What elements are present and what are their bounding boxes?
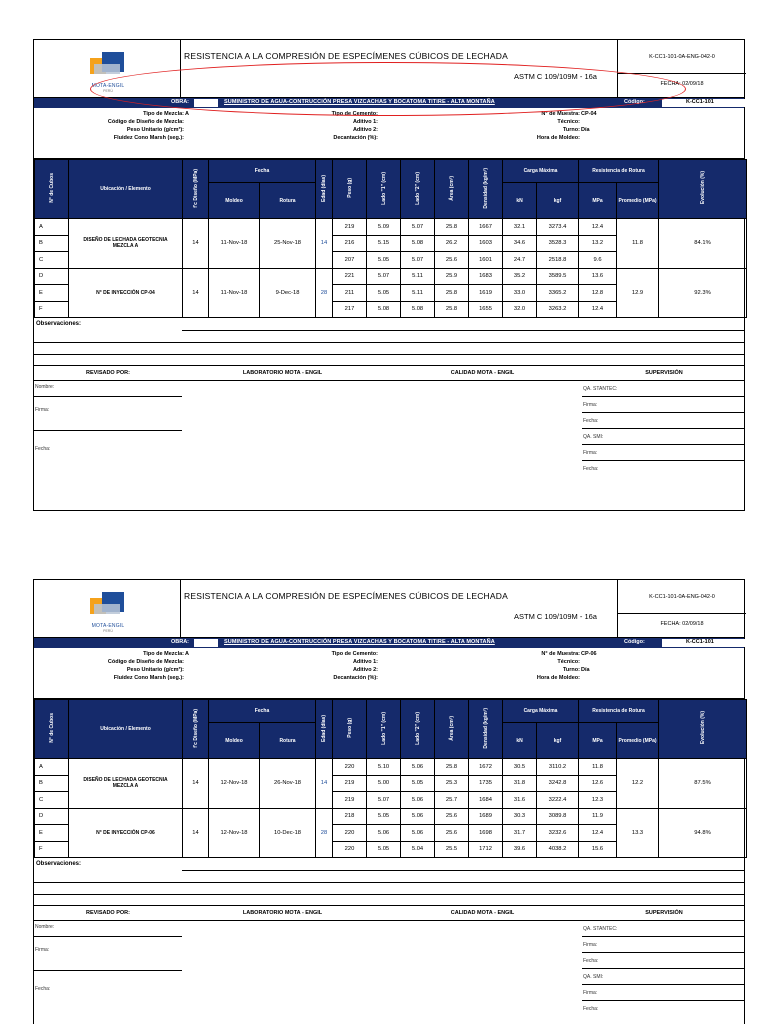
table-row: [35, 219, 747, 236]
fecha-label: Fecha:: [35, 446, 51, 452]
sup-fecha-label: Fecha:: [583, 958, 599, 964]
densidad-cell: 1712: [469, 841, 503, 858]
nombre-label: Nombre:: [35, 924, 55, 930]
results-body: [35, 219, 747, 318]
kn-cell: 24.7: [503, 252, 537, 269]
cube-id: E: [35, 825, 69, 842]
kgf-cell: 3263.2: [537, 301, 579, 318]
fc-cell: 14: [183, 268, 209, 318]
moldeo-cell: 12-Nov-18: [209, 808, 260, 858]
mpa-cell: 12.8: [579, 285, 617, 302]
table-row: [35, 808, 747, 825]
sup-firma-label: Firma:: [583, 942, 598, 948]
kn-cell: 31.8: [503, 775, 537, 792]
mpa-cell: 13.6: [579, 268, 617, 285]
revisado-label: REVISADO POR:: [85, 370, 130, 376]
mpa-cell: 12.4: [579, 825, 617, 842]
results-table: [34, 159, 747, 318]
kn-cell: 34.6: [503, 235, 537, 252]
kn-cell: 30.5: [503, 759, 537, 776]
hora-moldeo-label: Hora de Moldeo:: [536, 675, 580, 681]
col-evolucion: Evolución (%): [659, 700, 747, 759]
lado1-cell: 5.05: [367, 252, 401, 269]
evolucion-cell: 84.1%: [659, 219, 747, 269]
report-title: RESISTENCIA A LA COMPRESIÓN DE ESPECÍMENES CÚBICOS DE LECHADA: [184, 591, 508, 601]
peso-cell: 219: [333, 219, 367, 236]
peso-unitario-label: Peso Unitario (g/cm³):: [126, 667, 184, 673]
promedio-cell: 13.3: [617, 808, 659, 858]
densidad-cell: 1698: [469, 825, 503, 842]
col-area: Área (cm²): [435, 160, 469, 219]
peso-unitario-label: Peso Unitario (g/cm³):: [126, 127, 184, 133]
fluidez-label: Fluidez Cono Marsh (seg.):: [113, 135, 184, 141]
tipo-cemento-label: Tipo de Cemento:: [331, 651, 378, 657]
lado1-cell: 5.07: [367, 792, 401, 809]
obra-bar: [34, 638, 744, 648]
area-cell: 25.7: [435, 792, 469, 809]
mpa-cell: 13.2: [579, 235, 617, 252]
peso-cell: 220: [333, 841, 367, 858]
area-cell: 26.2: [435, 235, 469, 252]
col-promedio: Promedio (MPa): [617, 183, 659, 219]
rotura-cell: 26-Nov-18: [260, 759, 316, 809]
peso-cell: 220: [333, 825, 367, 842]
logo-text: MOTA-ENGIL: [91, 623, 125, 629]
peso-cell: 221: [333, 268, 367, 285]
turno-value: Día: [581, 667, 590, 673]
edad-cell: 28: [316, 268, 333, 318]
cube-id: B: [35, 235, 69, 252]
tipo-mezcla-label: Tipo de Mezcla:: [143, 651, 184, 657]
sheet-header: [34, 580, 744, 638]
peso-cell: 219: [333, 792, 367, 809]
cube-id: D: [35, 268, 69, 285]
mpa-cell: 12.4: [579, 301, 617, 318]
results-body: [35, 759, 747, 858]
muestra-value: CP-06: [581, 651, 597, 657]
document-code: K-CC1-101-0A-ENG-042-0: [649, 594, 715, 600]
kn-cell: 31.7: [503, 825, 537, 842]
moldeo-cell: 11-Nov-18: [209, 219, 260, 269]
lado2-cell: 5.05: [401, 775, 435, 792]
codigo-label: Código:: [624, 639, 645, 645]
codigo-diseno-label: Código de Diseño de Mezcla:: [107, 659, 184, 665]
codigo-value: K-CC1-101: [686, 99, 714, 105]
obra-label: OBRA:: [170, 99, 189, 105]
obra-label: OBRA:: [170, 639, 189, 645]
sup-firma2-label: Firma:: [583, 990, 598, 996]
col-evolucion: Evolución (%): [659, 160, 747, 219]
fluidez-label: Fluidez Cono Marsh (seg.):: [113, 675, 184, 681]
col-mpa: MPa: [579, 723, 617, 759]
tipo-mezcla-label: Tipo de Mezcla:: [143, 111, 184, 117]
lado2-cell: 5.07: [401, 219, 435, 236]
col-edad: Edad (días): [316, 700, 333, 759]
kgf-cell: 3589.5: [537, 268, 579, 285]
moldeo-cell: 12-Nov-18: [209, 759, 260, 809]
fc-cell: 14: [183, 759, 209, 809]
fc-cell: 14: [183, 219, 209, 269]
evolucion-cell: 87.5%: [659, 759, 747, 809]
densidad-cell: 1684: [469, 792, 503, 809]
mpa-cell: 15.6: [579, 841, 617, 858]
lado2-cell: 5.08: [401, 301, 435, 318]
mpa-cell: 9.6: [579, 252, 617, 269]
col-peso: Peso (g): [333, 700, 367, 759]
peso-cell: 207: [333, 252, 367, 269]
lado1-cell: 5.10: [367, 759, 401, 776]
col-lado2: Lado "2" (cm): [401, 700, 435, 759]
cube-id: C: [35, 792, 69, 809]
observaciones-block: [34, 318, 744, 366]
document-code: K-CC1-101-0A-ENG-042-0: [649, 54, 715, 60]
col-ubicacion: Ubicación / Elemento: [69, 700, 183, 759]
decantacion-label: Decantación (%):: [333, 135, 378, 141]
table-row: [35, 759, 747, 776]
col-densidad: Densidad (kg/m³): [469, 160, 503, 219]
mix-info-block: [34, 648, 744, 699]
col-fc-diseno: f'c Diseño (MPa): [183, 700, 209, 759]
densidad-cell: 1683: [469, 268, 503, 285]
mpa-cell: 12.3: [579, 792, 617, 809]
fecha-label: Fecha:: [35, 986, 51, 992]
peso-cell: 220: [333, 759, 367, 776]
lado2-cell: 5.07: [401, 252, 435, 269]
cube-id: C: [35, 252, 69, 269]
edad-cell: 14: [316, 759, 333, 809]
promedio-cell: 12.2: [617, 759, 659, 809]
document-date: FECHA: 02/09/18: [660, 81, 704, 87]
col-densidad: Densidad (kg/m³): [469, 700, 503, 759]
densidad-cell: 1619: [469, 285, 503, 302]
qa-smi-label: QA. SMI:: [583, 434, 604, 440]
area-cell: 25.8: [435, 219, 469, 236]
logo-text: MOTA-ENGIL: [91, 83, 125, 89]
area-cell: 25.8: [435, 301, 469, 318]
kn-cell: 30.3: [503, 808, 537, 825]
document-code-cell: [617, 580, 746, 638]
lado2-cell: 5.11: [401, 285, 435, 302]
tecnico-label: Técnico:: [557, 659, 580, 665]
kgf-cell: 3365.2: [537, 285, 579, 302]
results-table: [34, 699, 747, 858]
col-resistencia: Resistencia de Rotura: [579, 700, 659, 723]
lado2-cell: 5.06: [401, 792, 435, 809]
logo-cell: [34, 580, 181, 638]
sup-fecha2-label: Fecha:: [583, 466, 599, 472]
laboratorio-label: LABORATORIO MOTA - ENGIL: [242, 370, 323, 376]
col-fc-diseno: f'c Diseño (MPa): [183, 160, 209, 219]
sup-firma2-label: Firma:: [583, 450, 598, 456]
lado2-cell: 5.06: [401, 808, 435, 825]
table-row: [35, 268, 747, 285]
observaciones-block: [34, 858, 744, 906]
densidad-cell: 1603: [469, 235, 503, 252]
qa-smi-label: QA. SMI:: [583, 974, 604, 980]
densidad-cell: 1689: [469, 808, 503, 825]
kn-cell: 39.6: [503, 841, 537, 858]
lado2-cell: 5.06: [401, 825, 435, 842]
col-rotura: Rotura: [260, 183, 316, 219]
document-date: FECHA: 02/09/18: [660, 621, 704, 627]
kgf-cell: 3242.8: [537, 775, 579, 792]
turno-value: Día: [581, 127, 590, 133]
kn-cell: 31.6: [503, 792, 537, 809]
area-cell: 25.6: [435, 808, 469, 825]
col-ubicacion: Ubicación / Elemento: [69, 160, 183, 219]
kgf-cell: 2518.8: [537, 252, 579, 269]
kn-cell: 32.0: [503, 301, 537, 318]
lado1-cell: 5.08: [367, 301, 401, 318]
codigo-diseno-label: Código de Diseño de Mezcla:: [107, 119, 184, 125]
col-resistencia: Resistencia de Rotura: [579, 160, 659, 183]
mpa-cell: 11.9: [579, 808, 617, 825]
cube-id: F: [35, 841, 69, 858]
qa-stantec-label: QA. STANTEC:: [583, 926, 618, 932]
codigo-label: Código:: [624, 99, 645, 105]
densidad-cell: 1735: [469, 775, 503, 792]
col-kgf: kgf: [537, 183, 579, 219]
col-n-cubos: N° de Cubos: [35, 700, 69, 759]
col-lado2: Lado "2" (cm): [401, 160, 435, 219]
kgf-cell: 4038.2: [537, 841, 579, 858]
lado1-cell: 5.05: [367, 841, 401, 858]
aditivo2-label: Aditivo 2:: [352, 127, 378, 133]
aditivo2-label: Aditivo 2:: [352, 667, 378, 673]
astm-standard: ASTM C 109/109M - 16a: [514, 72, 597, 81]
col-fecha: Fecha: [209, 700, 316, 723]
mpa-cell: 11.8: [579, 759, 617, 776]
tipo-cemento-label: Tipo de Cemento:: [331, 111, 378, 117]
muestra-label: N° de Muestra:: [541, 651, 580, 657]
col-kn: kN: [503, 723, 537, 759]
report-title: RESISTENCIA A LA COMPRESIÓN DE ESPECÍMENES CÚBICOS DE LECHADA: [184, 51, 508, 61]
tecnico-label: Técnico:: [557, 119, 580, 125]
col-kn: kN: [503, 183, 537, 219]
col-mpa: MPa: [579, 183, 617, 219]
area-cell: 25.3: [435, 775, 469, 792]
area-cell: 25.6: [435, 252, 469, 269]
qa-stantec-label: QA. STANTEC:: [583, 386, 618, 392]
col-area: Área (cm²): [435, 700, 469, 759]
lado1-cell: 5.09: [367, 219, 401, 236]
astm-standard: ASTM C 109/109M - 16a: [514, 612, 597, 621]
lado1-cell: 5.05: [367, 285, 401, 302]
cube-id: E: [35, 285, 69, 302]
turno-label: Turno:: [562, 127, 580, 133]
densidad-cell: 1672: [469, 759, 503, 776]
kgf-cell: 3110.2: [537, 759, 579, 776]
firma-label: Firma:: [35, 947, 50, 953]
promedio-cell: 12.9: [617, 268, 659, 318]
report-sheet-2: [33, 579, 745, 1024]
area-cell: 25.8: [435, 285, 469, 302]
rotura-cell: 10-Dec-18: [260, 808, 316, 858]
calidad-label: CALIDAD MOTA - ENGIL: [450, 370, 515, 376]
sup-firma-label: Firma:: [583, 402, 598, 408]
nombre-label: Nombre:: [35, 384, 55, 390]
firma-label: Firma:: [35, 407, 50, 413]
peso-cell: 218: [333, 808, 367, 825]
mpa-cell: 12.4: [579, 219, 617, 236]
muestra-value: CP-04: [581, 111, 597, 117]
obra-value: SUMINISTRO DE AGUA-CONTRUCCIÓN PRESA VIZCACHAS Y BOCATOMA TITIRE - ALTA MONTAÑA: [224, 639, 495, 645]
element-cell: N° DE INYECCIÓN CP-04: [69, 268, 183, 318]
lado1-cell: 5.06: [367, 825, 401, 842]
edad-cell: 14: [316, 219, 333, 269]
lado2-cell: 5.06: [401, 759, 435, 776]
supervision-label: SUPERVISIÓN: [645, 910, 683, 916]
element-cell: N° DE INYECCIÓN CP-06: [69, 808, 183, 858]
turno-label: Turno:: [562, 667, 580, 673]
muestra-label: N° de Muestra:: [541, 111, 580, 117]
peso-cell: 217: [333, 301, 367, 318]
revisado-label: REVISADO POR:: [85, 910, 130, 916]
hora-moldeo-label: Hora de Moldeo:: [536, 135, 580, 141]
moldeo-cell: 11-Nov-18: [209, 268, 260, 318]
decantacion-label: Decantación (%):: [333, 675, 378, 681]
codigo-value: K-CC1-101: [686, 639, 714, 645]
sup-fecha-label: Fecha:: [583, 418, 599, 424]
cube-id: D: [35, 808, 69, 825]
lado2-cell: 5.08: [401, 235, 435, 252]
col-moldeo: Moldeo: [209, 723, 260, 759]
mpa-cell: 12.6: [579, 775, 617, 792]
kgf-cell: 3222.4: [537, 792, 579, 809]
kn-cell: 35.2: [503, 268, 537, 285]
laboratorio-label: LABORATORIO MOTA - ENGIL: [242, 910, 323, 916]
observaciones-label: Observaciones:: [36, 861, 82, 867]
supervision-label: SUPERVISIÓN: [645, 370, 683, 376]
kgf-cell: 3528.3: [537, 235, 579, 252]
col-fecha: Fecha: [209, 160, 316, 183]
cube-id: A: [35, 219, 69, 236]
lado1-cell: 5.00: [367, 775, 401, 792]
col-carga-maxima: Carga Máxima: [503, 700, 579, 723]
densidad-cell: 1655: [469, 301, 503, 318]
col-kgf: kgf: [537, 723, 579, 759]
observaciones-label: Observaciones:: [36, 321, 82, 327]
peso-cell: 211: [333, 285, 367, 302]
evolucion-cell: 92.3%: [659, 268, 747, 318]
col-lado1: Lado "1" (cm): [367, 160, 401, 219]
promedio-cell: 11.8: [617, 219, 659, 269]
col-edad: Edad (días): [316, 160, 333, 219]
col-peso: Peso (g): [333, 160, 367, 219]
kgf-cell: 3232.6: [537, 825, 579, 842]
tipo-mezcla-value: A: [185, 651, 189, 657]
area-cell: 25.8: [435, 759, 469, 776]
peso-cell: 216: [333, 235, 367, 252]
fc-cell: 14: [183, 808, 209, 858]
obra-value: SUMINISTRO DE AGUA-CONTRUCCIÓN PRESA VIZCACHAS Y BOCATOMA TITIRE - ALTA MONTAÑA: [224, 99, 495, 105]
tipo-mezcla-value: A: [185, 111, 189, 117]
element-cell: DISEÑO DE LECHADA GEOTECNIA MEZCLA A: [69, 759, 183, 809]
densidad-cell: 1601: [469, 252, 503, 269]
aditivo1-label: Aditivo 1:: [352, 659, 378, 665]
area-cell: 25.9: [435, 268, 469, 285]
lado1-cell: 5.15: [367, 235, 401, 252]
area-cell: 25.6: [435, 825, 469, 842]
col-carga-maxima: Carga Máxima: [503, 160, 579, 183]
kn-cell: 33.0: [503, 285, 537, 302]
rotura-cell: 9-Dec-18: [260, 268, 316, 318]
logo-subtext: PERÚ: [103, 629, 113, 633]
cube-id: B: [35, 775, 69, 792]
col-n-cubos: N° de Cubos: [35, 160, 69, 219]
col-promedio: Promedio (MPa): [617, 723, 659, 759]
lado2-cell: 5.04: [401, 841, 435, 858]
area-cell: 25.5: [435, 841, 469, 858]
cube-id: A: [35, 759, 69, 776]
densidad-cell: 1667: [469, 219, 503, 236]
red-annotation-ellipse: [90, 62, 686, 116]
mota-engil-logo-icon: [90, 592, 126, 622]
kn-cell: 32.1: [503, 219, 537, 236]
col-moldeo: Moldeo: [209, 183, 260, 219]
edad-cell: 28: [316, 808, 333, 858]
lado1-cell: 5.07: [367, 268, 401, 285]
peso-cell: 219: [333, 775, 367, 792]
kgf-cell: 3089.8: [537, 808, 579, 825]
logo-subtext: PERÚ: [103, 89, 113, 93]
element-cell: DISEÑO DE LECHADA GEOTECNIA MEZCLA A: [69, 219, 183, 269]
aditivo1-label: Aditivo 1:: [352, 119, 378, 125]
rotura-cell: 25-Nov-18: [260, 219, 316, 269]
col-lado1: Lado "1" (cm): [367, 700, 401, 759]
calidad-label: CALIDAD MOTA - ENGIL: [450, 910, 515, 916]
lado1-cell: 5.05: [367, 808, 401, 825]
lado2-cell: 5.11: [401, 268, 435, 285]
evolucion-cell: 94.8%: [659, 808, 747, 858]
sup-fecha2-label: Fecha:: [583, 1006, 599, 1012]
cube-id: F: [35, 301, 69, 318]
col-rotura: Rotura: [260, 723, 316, 759]
kgf-cell: 3273.4: [537, 219, 579, 236]
